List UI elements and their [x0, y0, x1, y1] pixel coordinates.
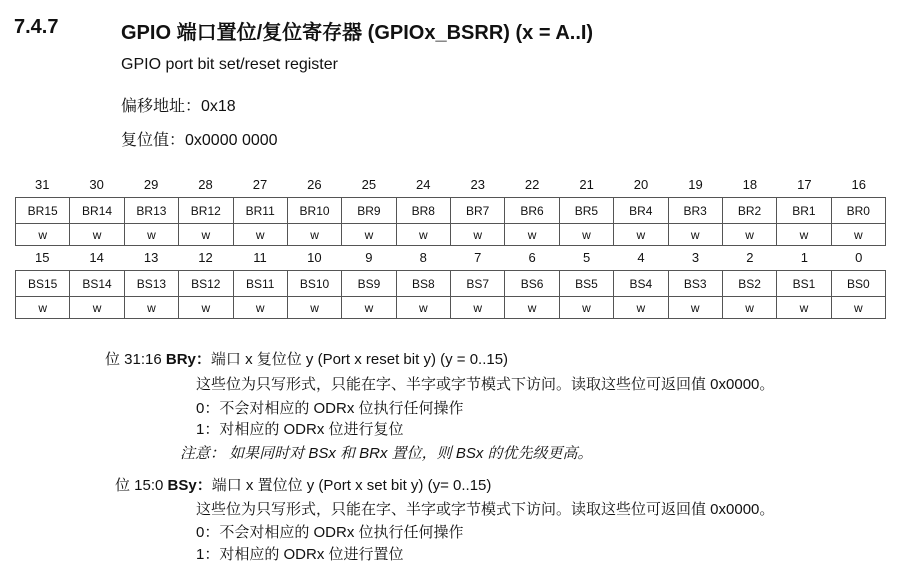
access-cell: w: [179, 297, 233, 319]
bs-field-cell: BS0: [831, 271, 885, 297]
br-field-cell: BR6: [505, 198, 559, 224]
upper-bit-number: 20: [633, 177, 649, 192]
br-field-cell: BR15: [16, 198, 70, 224]
bs-field-cell: BS10: [287, 271, 341, 297]
br-field-heading: [105, 350, 508, 370]
upper-field-row: [16, 198, 886, 224]
access-cell: w: [668, 224, 722, 246]
access-cell: w: [287, 224, 341, 246]
access-cell: w: [124, 297, 178, 319]
upper-bit-number: 19: [688, 177, 703, 192]
access-cell: w: [342, 297, 396, 319]
access-cell: w: [396, 224, 450, 246]
br-desc-line1: 这些位为只写形式，只能在字、半字或字节模式下访问。读取这些位可返回值 0x0000。: [196, 376, 775, 393]
lower-access-row: [16, 297, 886, 319]
upper-bit-number: 28: [198, 177, 213, 192]
br-field-cell: BR1: [777, 198, 831, 224]
access-cell: w: [70, 224, 124, 246]
upper-bit-number: 21: [579, 177, 594, 192]
upper-bit-number: 25: [361, 177, 377, 192]
access-cell: w: [124, 224, 178, 246]
bs-name: BSy：: [167, 477, 212, 494]
access-cell: w: [614, 224, 668, 246]
bs-field-cell: BS9: [342, 271, 396, 297]
bs-field-cell: BS12: [179, 271, 233, 297]
reset-value: 复位值：0x0000 0000: [121, 132, 278, 149]
upper-bit-number: 24: [416, 177, 431, 192]
br-note: 注意： 如果同时对 BSx 和 BRx 置位，则 BSx 的优先级更高。: [180, 445, 593, 462]
upper-bit-number: 16: [851, 177, 867, 192]
register-subtitle: GPIO port bit set/reset register: [121, 56, 338, 73]
br-field-cell: BR14: [70, 198, 124, 224]
upper-bit-number: 22: [524, 177, 540, 192]
access-cell: w: [614, 297, 668, 319]
bs-bits: 位 15:0: [115, 477, 164, 494]
bs-field-cell: BS2: [722, 271, 776, 297]
lower-bit-number: 7: [474, 250, 482, 265]
upper-bit-number: 17: [797, 177, 812, 192]
access-cell: w: [16, 297, 70, 319]
access-cell: w: [505, 297, 559, 319]
upper-register-table: [15, 197, 886, 246]
access-cell: w: [451, 297, 505, 319]
br-field-cell: BR4: [614, 198, 668, 224]
bs-field-cell: BS6: [505, 271, 559, 297]
lower-bit-number: 3: [691, 250, 700, 265]
lower-bit-number: 2: [746, 250, 754, 265]
upper-bit-number: 31: [34, 177, 50, 192]
bs-desc-line1: 这些位为只写形式，只能在字、半字或字节模式下访问。读取这些位可返回值 0x0000。: [196, 501, 775, 518]
br-field-cell: BR12: [179, 198, 233, 224]
section-number: 7.4.7: [14, 16, 59, 38]
section-title: GPIO 端口置位/复位寄存器 (GPIOx_BSRR) (x = A..I): [121, 22, 594, 44]
upper-bit-numbers: [15, 176, 886, 194]
offset-address: 偏移地址：0x18: [121, 98, 236, 115]
access-cell: w: [505, 224, 559, 246]
br-field-cell: BR11: [233, 198, 287, 224]
br-field-cell: BR10: [287, 198, 341, 224]
upper-bit-number: 18: [742, 177, 758, 192]
bs-field-cell: BS7: [451, 271, 505, 297]
lower-field-row: [16, 271, 886, 297]
br-name: BRy：: [165, 351, 211, 368]
upper-bit-number: 23: [470, 177, 485, 192]
bs-field-cell: BS4: [614, 271, 668, 297]
bs-field-cell: BS1: [777, 271, 831, 297]
access-cell: w: [233, 224, 287, 246]
bs-title: 端口 x 置位位 y (Port x set bit y) (y= 0..15): [211, 477, 492, 494]
access-cell: w: [70, 297, 124, 319]
upper-bit-number: 26: [307, 177, 322, 192]
access-cell: w: [831, 224, 885, 246]
access-cell: w: [559, 224, 613, 246]
br-desc-line3: 1：对相应的 ODRx 位进行复位: [196, 421, 404, 438]
access-cell: w: [16, 224, 70, 246]
access-cell: w: [396, 297, 450, 319]
access-cell: w: [722, 224, 776, 246]
bs-field-cell: BS5: [559, 271, 613, 297]
bs-field-cell: BS13: [124, 271, 178, 297]
lower-bit-number: 12: [198, 250, 213, 265]
lower-bit-number: 15: [34, 250, 50, 265]
upper-bit-number: 27: [252, 177, 268, 192]
bs-field-cell: BS8: [396, 271, 450, 297]
lower-bit-number: 0: [855, 250, 863, 265]
access-cell: w: [668, 297, 722, 319]
lower-register-table: [15, 270, 886, 319]
lower-bit-number: 10: [307, 250, 322, 265]
lower-bit-number: 13: [143, 250, 159, 265]
br-field-cell: BR5: [559, 198, 613, 224]
br-desc-line2: 0：不会对相应的 ODRx 位执行任何操作: [196, 400, 464, 417]
br-field-cell: BR0: [831, 198, 885, 224]
access-cell: w: [559, 297, 613, 319]
bs-field-cell: BS3: [668, 271, 722, 297]
br-bits: 位 31:16: [105, 351, 162, 368]
access-cell: w: [342, 224, 396, 246]
access-cell: w: [451, 224, 505, 246]
br-field-cell: BR13: [124, 198, 178, 224]
upper-access-row: [16, 224, 886, 246]
lower-bit-number: 5: [582, 250, 591, 265]
access-cell: w: [233, 297, 287, 319]
access-cell: w: [831, 297, 885, 319]
lower-bit-number: 6: [528, 250, 536, 265]
upper-bit-number: 30: [89, 177, 104, 192]
br-field-cell: BR9: [342, 198, 396, 224]
lower-bit-number: 11: [253, 250, 267, 265]
bs-field-cell: BS11: [233, 271, 287, 297]
access-cell: w: [722, 297, 776, 319]
lower-bit-numbers: [15, 249, 886, 267]
bs-desc-line3: 1：对相应的 ODRx 位进行置位: [196, 546, 404, 563]
br-field-cell: BR8: [396, 198, 450, 224]
br-title: 端口 x 复位位 y (Port x reset bit y) (y = 0..15): [210, 351, 509, 368]
lower-bit-number: 9: [365, 250, 373, 265]
access-cell: w: [777, 297, 831, 319]
lower-bit-number: 14: [89, 250, 104, 265]
access-cell: w: [179, 224, 233, 246]
lower-bit-number: 4: [637, 250, 645, 265]
lower-bit-number: 1: [800, 250, 808, 265]
access-cell: w: [287, 297, 341, 319]
bs-desc-line2: 0：不会对相应的 ODRx 位执行任何操作: [196, 524, 464, 541]
access-cell: w: [777, 224, 831, 246]
bs-field-heading: [115, 476, 491, 496]
lower-bit-number: 8: [419, 250, 427, 265]
br-field-cell: BR2: [722, 198, 776, 224]
br-field-cell: BR7: [451, 198, 505, 224]
upper-bit-number: 29: [143, 177, 159, 192]
br-field-cell: BR3: [668, 198, 722, 224]
bs-field-cell: BS15: [16, 271, 70, 297]
bs-field-cell: BS14: [70, 271, 124, 297]
